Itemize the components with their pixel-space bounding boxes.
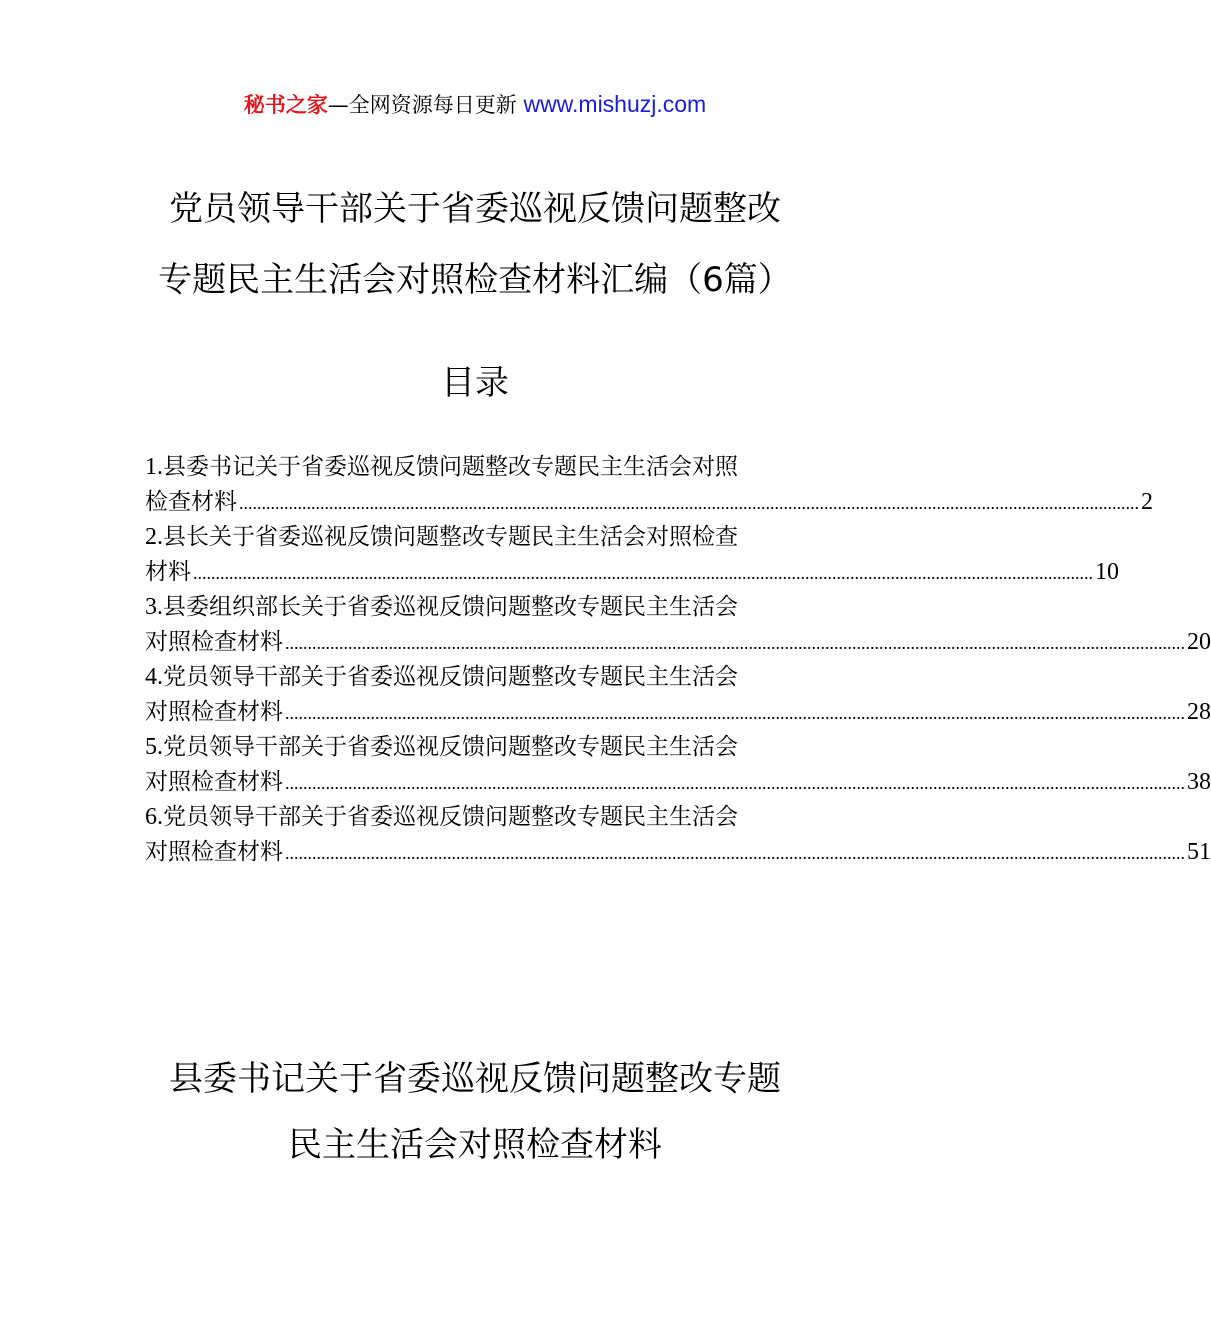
- toc-entry-title-continued: 检查材料: [145, 489, 237, 515]
- toc-page-number: 51: [1187, 839, 1211, 865]
- toc-entry-title-continued: 对照检查材料: [145, 629, 283, 655]
- toc-entry-line-2: [145, 555, 1119, 590]
- toc-entry-line-2: [145, 695, 1211, 730]
- toc-entry-title-continued: 对照检查材料: [145, 699, 283, 725]
- brand-name: 秘书之家: [243, 93, 328, 117]
- toc-entry-line-1: [145, 800, 807, 835]
- toc-entry-title: 党员领导干部关于省委巡视反馈问题整改专题民主生活会: [163, 734, 738, 760]
- toc-page-number: 2: [1141, 489, 1153, 515]
- table-of-contents: [145, 450, 1211, 870]
- toc-entry-line-1: [145, 660, 807, 695]
- toc-entry[interactable]: [145, 730, 1211, 800]
- toc-entry-title: 县长关于省委巡视反馈问题整改专题民主生活会对照检查: [163, 524, 738, 550]
- toc-dot-leader: ........................................................................................................................................................................................................: [239, 493, 1139, 513]
- toc-dot-leader: ........................................................................................................................................................................................................: [285, 703, 1185, 723]
- site-header: [0, 88, 950, 121]
- toc-entry[interactable]: [145, 590, 1211, 660]
- toc-entry[interactable]: [145, 660, 1211, 730]
- toc-entry[interactable]: [145, 450, 1153, 520]
- toc-entry-number: 2.: [145, 524, 163, 550]
- toc-entry-line-2: [145, 835, 1211, 870]
- toc-entry-title-continued: 材料: [145, 559, 191, 585]
- toc-dot-leader: ........................................................................................................................................................................................................: [285, 633, 1185, 653]
- section-title-line-2: 民主生活会对照检查材料: [288, 1125, 662, 1165]
- toc-entry-line-2: [145, 625, 1211, 660]
- toc-entry-number: 4.: [145, 664, 163, 690]
- toc-entry-number: 3.: [145, 594, 163, 620]
- toc-dot-leader: ........................................................................................................................................................................................................: [285, 843, 1185, 863]
- toc-entry-title: 县委组织部长关于省委巡视反馈问题整改专题民主生活会: [163, 594, 738, 620]
- toc-entry-title-continued: 对照检查材料: [145, 769, 283, 795]
- toc-entry[interactable]: [145, 800, 1211, 870]
- toc-entry-line-1: [145, 450, 807, 485]
- toc-entry-line-1: [145, 520, 807, 555]
- toc-entry-title: 党员领导干部关于省委巡视反馈问题整改专题民主生活会: [163, 804, 738, 830]
- toc-entry-number: 1.: [145, 454, 163, 480]
- toc-page-number: 20: [1187, 629, 1211, 655]
- toc-heading: 目录: [441, 363, 509, 403]
- toc-entry[interactable]: [145, 520, 1119, 590]
- site-url-link[interactable]: www.mishuzj.com: [523, 91, 707, 117]
- toc-page-number: 10: [1095, 559, 1119, 585]
- toc-dot-leader: ........................................................................................................................................................................................................: [285, 773, 1185, 793]
- document-title-line-2: 专题民主生活会对照检查材料汇编（6篇）: [158, 260, 792, 300]
- toc-entry-number: 6.: [145, 804, 163, 830]
- toc-entry-line-2: [145, 765, 1211, 800]
- toc-page-number: 28: [1187, 699, 1211, 725]
- section-title-line-1: 县委书记关于省委巡视反馈问题整改专题: [169, 1059, 781, 1099]
- toc-entry-number: 5.: [145, 734, 163, 760]
- toc-entry-line-2: [145, 485, 1153, 520]
- toc-entry-line-1: [145, 590, 807, 625]
- toc-page-number: 38: [1187, 769, 1211, 795]
- toc-entry-title: 党员领导干部关于省委巡视反馈问题整改专题民主生活会: [163, 664, 738, 690]
- toc-dot-leader: ........................................................................................................................................................................................................: [193, 563, 1093, 583]
- header-tagline: —全网资源每日更新: [327, 93, 524, 117]
- toc-entry-line-1: [145, 730, 807, 765]
- document-title-line-1: 党员领导干部关于省委巡视反馈问题整改: [169, 189, 781, 229]
- toc-entry-title: 县委书记关于省委巡视反馈问题整改专题民主生活会对照: [163, 454, 738, 480]
- toc-entry-title-continued: 对照检查材料: [145, 839, 283, 865]
